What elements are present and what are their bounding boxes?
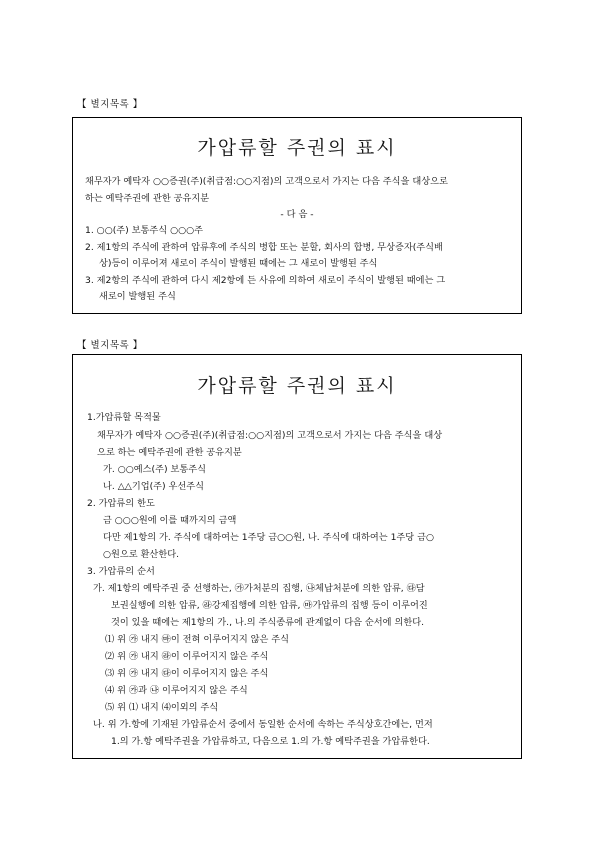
body-line: 다만 제1항의 가. 주식에 대하여는 1주당 금○○원, 나. 주식에 대하여는 1주당 금○ xyxy=(103,532,434,543)
attachment-tag: 【 별지목록 】 xyxy=(77,99,143,110)
body-line: 것이 있을 때에는 제1항의 가., 나.의 주식종류에 관계없이 다음 순서에 의한다. xyxy=(111,617,424,628)
body-line: 채무자가 예탁자 ○○증권(주)(취급점:○○지점)의 고객으로서 가지는 다음 주식을 대상 xyxy=(97,430,443,441)
attachment-tag: 【 별지목록 】 xyxy=(77,340,143,351)
list-item: 2. 제1항의 주식에 관하여 압류후에 주식의 병합 또는 분할, 회사의 합병, 무상증자(주식배 xyxy=(85,242,443,253)
body-line: ○원으로 환산한다. xyxy=(103,549,179,560)
attachment-box xyxy=(72,354,522,759)
order-item: ⑸ 위 ⑴ 내지 ⑷이외의 주식 xyxy=(105,702,219,713)
list-heading: - 다 음 - xyxy=(280,209,314,220)
body-line: 가. 제1항의 예탁주권 중 선행하는, ㉮가처분의 집행, ㉯체납처분에 의한 압류, ㉰담 xyxy=(93,583,425,594)
section-heading: 3. 가압류의 순서 xyxy=(87,566,155,577)
body-line: 금 ○○○원에 이를 때까지의 금액 xyxy=(103,515,237,526)
document-title: 가압류할 주권의 표시 xyxy=(197,137,397,159)
body-line: 가. ○○예스(주) 보통주식 xyxy=(103,464,206,475)
intro-text: 채무자가 예탁자 ○○증권(주)(취급점:○○지점)의 고객으로서 가지는 다음 주식을 대상으로 xyxy=(85,176,448,187)
body-line: 나. △△기업(주) 우선주식 xyxy=(103,481,205,492)
list-item: 1. ○○(주) 보통주식 ○○○주 xyxy=(85,225,204,236)
order-item: ⑴ 위 ㉮ 내지 ㉲이 전혀 이루어지지 않은 주식 xyxy=(105,634,290,645)
body-line: 1.의 가.항 예탁주권을 가압류하고, 다음으로 1.의 가.항 예탁주권을 가압류한다. xyxy=(111,736,430,747)
body-line: 나. 위 가.항에 기재된 가압류순서 중에서 동일한 순서에 속하는 주식상호간에는, 먼저 xyxy=(93,719,433,730)
section-heading: 1.가압류할 목적물 xyxy=(87,412,161,423)
intro-text: 하는 예탁주권에 관한 공유지분 xyxy=(85,193,210,204)
list-item: 상)등이 이루어져 새로이 주식이 발행된 때에는 그 새로이 발행된 주식 xyxy=(99,258,378,269)
body-line: 보권실행에 의한 압류, ㉱강제집행에 의한 압류, ㉲가압류의 집행 등이 이루어진 xyxy=(111,600,428,611)
attachment-box xyxy=(72,117,522,314)
body-line: 으로 하는 예탁주권에 관한 공유지분 xyxy=(97,447,242,458)
section-heading: 2. 가압류의 한도 xyxy=(87,498,155,509)
order-item: ⑶ 위 ㉮ 내지 ㉰이 이루어지지 않은 주식 xyxy=(105,668,269,679)
list-item: 새로이 발행된 주식 xyxy=(99,291,176,302)
order-item: ⑷ 위 ㉮과 ㉯ 이루어지지 않은 주식 xyxy=(105,685,248,696)
list-item: 3. 제2항의 주식에 관하여 다시 제2항에 든 사유에 의하여 새로이 주식이 발행된 때에는 그 xyxy=(85,275,446,286)
document-title: 가압류할 주권의 표시 xyxy=(197,375,397,397)
order-item: ⑵ 위 ㉮ 내지 ㉱이 이루어지지 않은 주식 xyxy=(105,651,269,662)
